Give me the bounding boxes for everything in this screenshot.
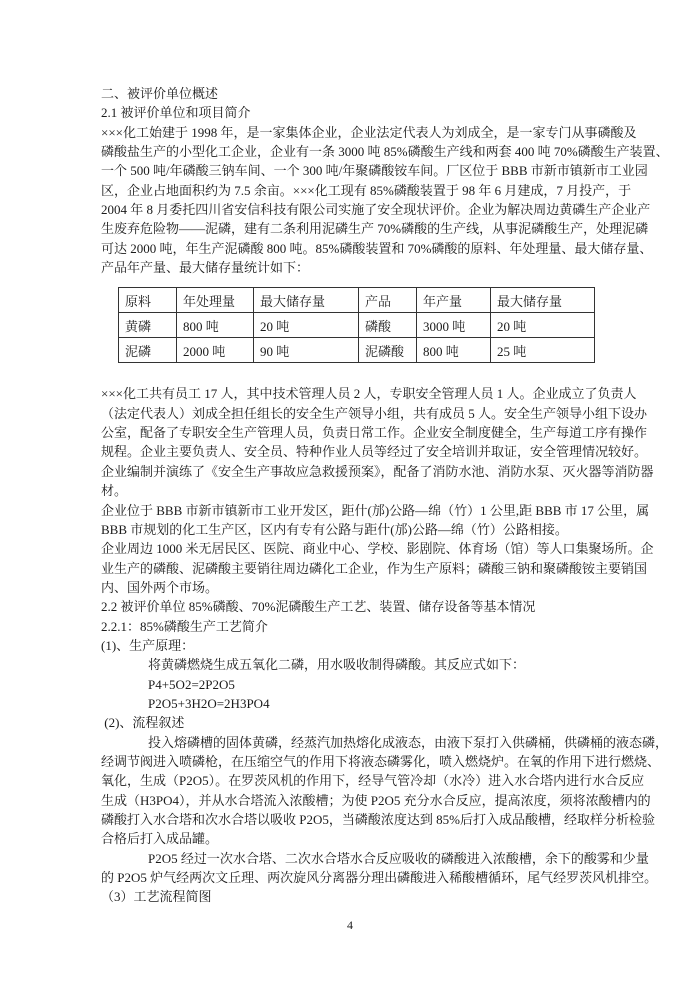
table-row — [119, 338, 595, 363]
table-cell: 800 吨 — [417, 338, 491, 363]
text-line: 2004 年 8 月委托四川省安信科技有限公司实施了安全现状评价。企业为解决周边黄磷生产企业产 — [101, 202, 651, 218]
item-heading: (2)、流程叙述 — [101, 715, 185, 731]
section-heading: 二、被评价单位概述 — [101, 86, 219, 101]
table-cell: 20 吨 — [254, 313, 359, 338]
table-cell: 泥磷酸 — [359, 338, 417, 363]
text-line: 一个 500 吨/年磷酸三钠车间、一个 300 吨/年聚磷酸铵车间。厂区位于 BBB 市新市镇新市工业园 — [101, 163, 648, 179]
text-line: 规程。企业主要负责人、安全员、特种作业人员等经过了安全培训并取证，安全管理情况较好。 — [101, 444, 648, 460]
text-line: 氧化，生成（P2O5）。在罗茨风机的作用下，经导气管冷却（水冷）进入水合塔内进行水合反应 — [101, 773, 645, 789]
table-header-cell: 产品 — [359, 288, 417, 313]
text-line: 内、国外两个市场。 — [101, 579, 219, 595]
table-cell: 黄磷 — [119, 313, 177, 338]
table-cell: 泥磷 — [119, 338, 177, 363]
text-line: 公室，配备了专职安全生产管理人员，负责日常工作。企业安全制度健全，生产每道工序有操作 — [101, 425, 648, 441]
table-cell: 25 吨 — [491, 338, 595, 363]
table-row — [119, 313, 595, 338]
paragraph-tail-gas — [101, 849, 658, 888]
equation: P4+5O2=2P2O5 — [148, 676, 235, 692]
equation: P2O5+3H2O=2H3PO4 — [148, 695, 270, 711]
text-line: 磷酸打入水合塔和次水合塔以吸收 P2O5，当磷酸浓度达到 85%后打入成品酸槽，经取样分析检验 — [101, 812, 655, 827]
text-line: 区，企业占地面积约为 7.5 余亩。×××化工现有 85%磷酸装置于 98 年 6 月建成，7 月投产，于 — [101, 182, 632, 198]
text-line: 企业位于 BBB 市新市镇新市工业开发区，距什(邡)公路—绵（竹）1 公里,距 BBB 市 17 公里，属 — [101, 502, 650, 518]
subsection-heading: 2.1 被评价单位和项目简介 — [101, 105, 251, 121]
text-line: ×××化工共有员工 17 人，其中技术管理人员 2 人，专职安全管理人员 1 人。企业成立了负责人 — [101, 386, 637, 402]
text-line: BBB 市规划的化工生产区，区内有专有公路与距什(邡)公路—绵（竹）公路相接。 — [101, 521, 568, 537]
paragraph-location — [101, 501, 650, 540]
paragraph-process — [101, 733, 669, 849]
paragraph-staff — [101, 384, 654, 500]
text-line: 企业编制并演练了《安全生产事故应急救援预案》，配备了消防水池、消防水泵、灭火器等消防器 — [101, 463, 654, 479]
table-cell: 90 吨 — [254, 338, 359, 363]
paragraph-intro — [101, 123, 669, 278]
document-page — [101, 84, 669, 907]
table-header-cell: 原料 — [119, 288, 177, 313]
text-line: 磷酸盐生产的小型化工企业，企业有一条 3000 吨 85%磷酸生产线和两套 400 吨 70%磷酸生产装置、 — [101, 144, 669, 160]
table-header-cell: 年产量 — [417, 288, 491, 313]
table-header-row — [119, 288, 595, 313]
materials-table — [118, 287, 595, 363]
principle-text: 将黄磷燃烧生成五氧化二磷，用水吸收制得磷酸。其反应式如下： — [148, 657, 526, 673]
text-line: 生废弃危险物——泥磷，建有二条利用泥磷生产 70%磷酸的生产线，从事泥磷酸生产，处理泥磷 — [101, 221, 649, 237]
text-line: 合格后打入成品罐。 — [101, 831, 219, 847]
paragraph-surroundings — [101, 539, 654, 597]
table-cell: 2000 吨 — [177, 338, 254, 363]
text-line: 业生产的磷酸、泥磷酸主要销往周边磷化工企业，作为生产原料；磷酸三钠和聚磷酸铵主要销国 — [101, 560, 648, 576]
text-line: 的 P2O5 炉气经两次文丘理、两次旋风分离器分理出磷酸进入稀酸槽循环，尾气经罗茨风机排空。 — [101, 870, 658, 886]
subsection-heading: 2.2 被评价单位 85%磷酸、70%泥磷酸生产工艺、装置、储存设备等基本情况 — [101, 599, 536, 615]
table-cell: 磷酸 — [359, 313, 417, 338]
table-cell: 800 吨 — [177, 313, 254, 338]
text-line: 投入熔磷槽的固体黄磷，经蒸汽加热熔化成液态，由液下泵打入供磷桶，供磷桶的液态磷， — [148, 734, 669, 750]
text-line: 可达 2000 吨，年生产泥磷酸 800 吨。85%磷酸装置和 70%磷酸的原料、年处理量、最大储存量、 — [101, 240, 653, 256]
text-line: P2O5 经过一次水合塔、二次水合塔水合反应吸收的磷酸进入浓酸槽，余下的酸雾和少量 — [148, 850, 649, 866]
page-number: 4 — [347, 918, 353, 932]
table-cell: 20 吨 — [491, 313, 595, 338]
text-line: 经调节阀进入喷磷枪，在压缩空气的作用下将液态磷雾化，喷入燃烧炉。在氧的作用下进行燃烧、 — [101, 753, 661, 769]
text-line: 产品年产量、最大储存量统计如下： — [101, 260, 310, 276]
text-line: ×××化工始建于 1998 年，是一家集体企业，企业法定代表人为刘成全，是一家专门从事磷酸及 — [101, 124, 637, 140]
text-line: 生成（H3PO4），并从水合塔流入浓酸槽；为使 P2O5 充分水合反应，提高浓度，须将浓酸槽内的 — [101, 792, 651, 808]
text-line: 企业周边 1000 米无居民区、医院、商业中心、学校、影剧院、体育场（馆）等人口集聚场所。企 — [101, 541, 654, 557]
text-line: 材。 — [101, 483, 128, 499]
text-line: （法定代表人）刘成全担任组长的安全生产领导小组，共有成员 5 人。安全生产领导小组下设办 — [101, 405, 648, 421]
table-cell: 3000 吨 — [417, 313, 491, 338]
item-heading: （3）工艺流程简图 — [101, 889, 212, 905]
table-header-cell: 年处理量 — [177, 288, 254, 313]
subsection-heading: 2.2.1：85%磷酸生产工艺简介 — [101, 618, 268, 634]
table-header-cell: 最大储存量 — [254, 288, 359, 313]
item-heading: (1)、生产原理： — [101, 637, 195, 653]
table-header-cell: 最大储存量 — [491, 288, 595, 313]
